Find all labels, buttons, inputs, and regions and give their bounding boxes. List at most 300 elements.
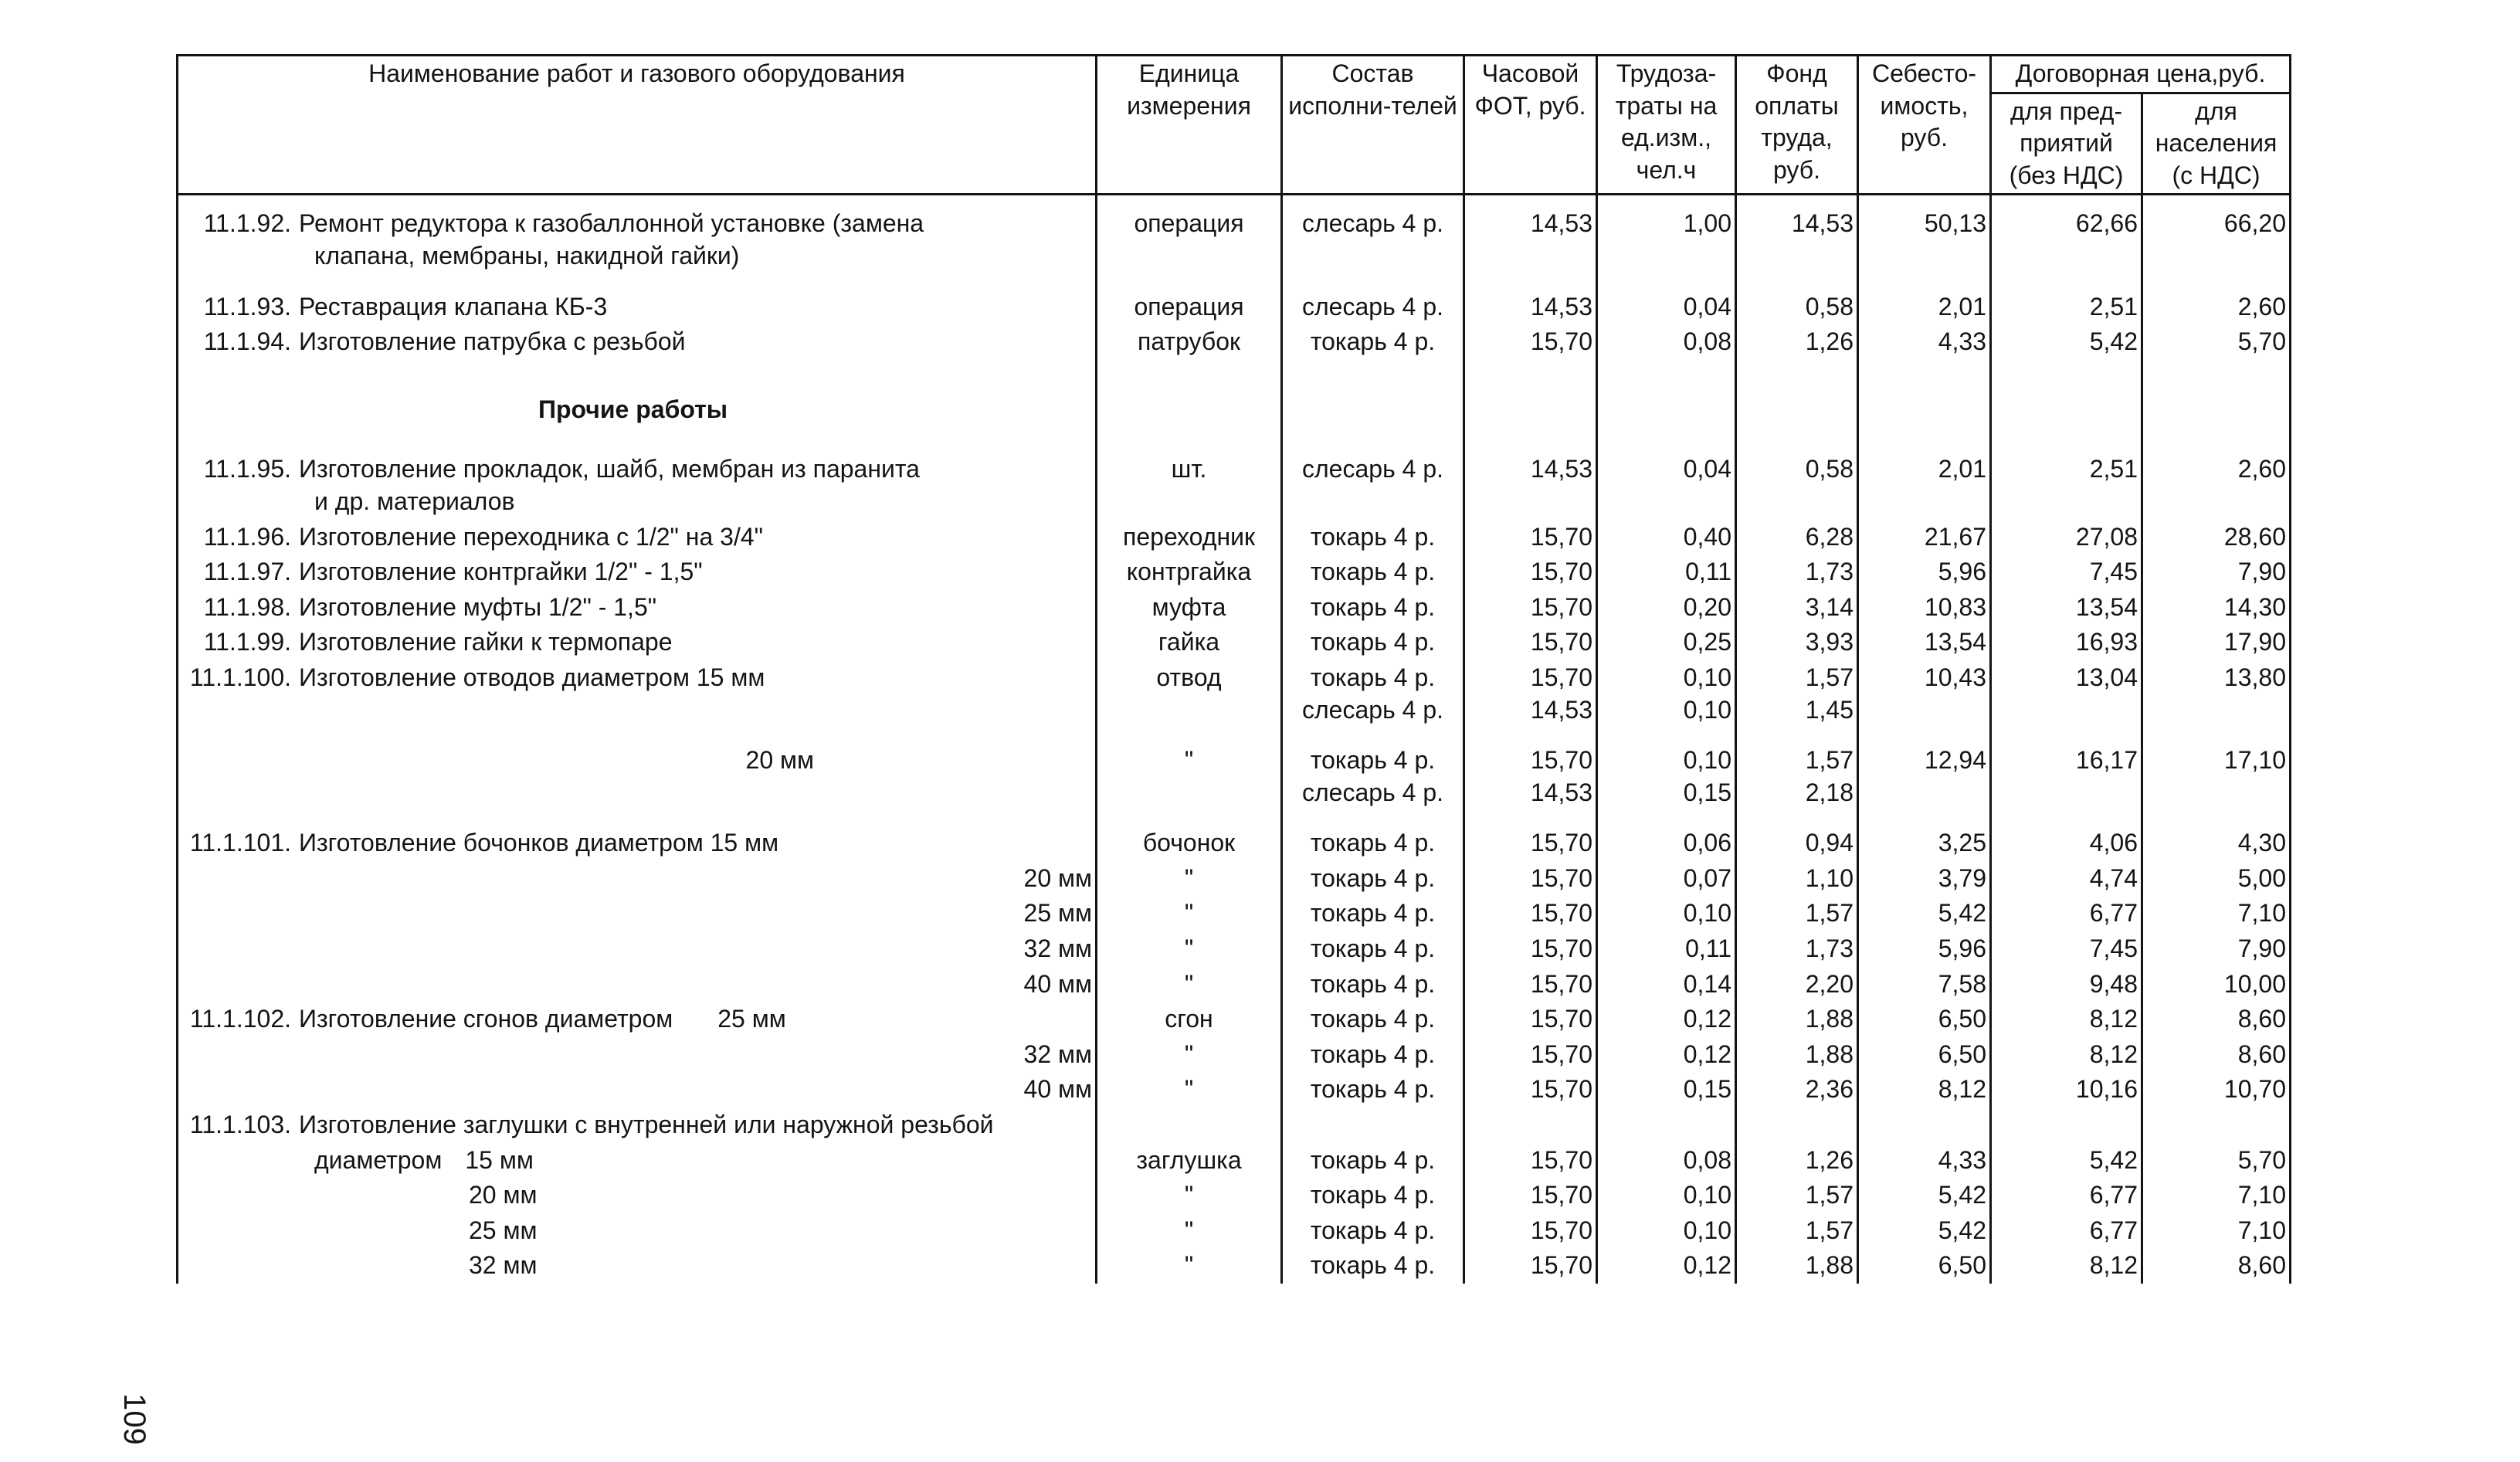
fund-value: 1,45 [1805,695,1854,724]
table-row [178,1178,2291,1213]
p2-cell [2142,728,2291,810]
unit-cell: " [1097,1213,1282,1249]
p1-value: 13,54 [2075,592,2138,621]
labor-cell [1597,1037,1736,1073]
cost-value: 3,25 [1938,829,1986,857]
fund-cell [1736,625,1858,660]
cost-value: 12,94 [1924,746,1986,775]
labor-cell [1597,1213,1736,1249]
p2-value: 4,30 [2237,829,2286,857]
unit-cell: " [1097,931,1282,967]
p2-cell [2142,1002,2291,1037]
cost-value: 5,42 [1938,899,1986,928]
labor-value: 0,11 [1685,935,1731,963]
p2-cell [2142,861,2291,897]
fund-cell [1736,660,1858,728]
rate-cell [1464,1072,1597,1108]
unit-cell: гайка [1097,625,1282,660]
fund-cell [1736,896,1858,931]
team-cell [1282,274,1464,325]
rate-value: 15,70 [1530,1040,1592,1068]
p1-cell [1991,1002,2142,1037]
labor-value: 1,00 [1683,209,1731,238]
table-row [178,660,2291,728]
team-value: токарь 4 р. [1310,746,1436,775]
empty-cell [1858,360,1991,453]
p2-cell [2142,810,2291,861]
diameter-size: 40 мм [1023,969,1092,998]
rate-value: 14,53 [1530,292,1592,321]
p1-cell [1991,625,2142,660]
team-value: токарь 4 р. [1310,558,1436,586]
cost-cell [1858,520,1991,555]
table-row [178,274,2291,325]
p2-cell [2142,1178,2291,1213]
labor-cell [1597,896,1736,931]
work-description: Изготовление сгонов диаметром [299,1005,673,1033]
diameter-size: 20 мм [745,746,814,775]
unit-cell: " [1097,728,1282,810]
p1-cell [1991,1213,2142,1249]
p2-value: 5,70 [2237,1145,2286,1174]
table-row [178,728,2291,810]
fund-cell [1736,1213,1858,1249]
labor-cell [1597,810,1736,861]
rate-value: 14,53 [1530,778,1592,806]
labor-cell [1597,625,1736,660]
fund-value: 1,57 [1805,1216,1854,1244]
cost-cell [1858,1178,1991,1213]
p1-value: 5,42 [2089,1145,2138,1174]
team-value: токарь 4 р. [1310,1040,1436,1068]
rate-value: 14,53 [1530,209,1592,238]
fund-value: 1,73 [1805,935,1854,963]
diameter-size: 40 мм [1023,1075,1092,1104]
p1-value: 8,12 [2089,1040,2138,1068]
p2-value: 8,60 [2237,1040,2286,1068]
cost-value: 5,42 [1938,1181,1986,1209]
labor-value: 0,08 [1683,327,1731,356]
header-cost: Себесто-имость, руб. [1858,56,1991,195]
header-row-1 [178,56,2291,93]
page-number: 109 [117,1393,151,1445]
labor-value: 0,10 [1683,1216,1731,1244]
p1-cell [1991,195,2142,274]
p2-value: 2,60 [2237,292,2286,321]
rate-cell [1464,1037,1597,1073]
p2-value: 17,90 [2223,628,2286,656]
price-table [176,54,2291,1284]
table-row [178,1143,2291,1179]
p2-value: 7,10 [2237,1181,2286,1209]
p2-cell [2142,590,2291,626]
rate-value: 15,70 [1530,1216,1592,1244]
team-value: слесарь 4 р. [1302,209,1443,238]
cost-value: 6,50 [1938,1040,1986,1068]
fund-cell [1736,195,1858,274]
work-description: Изготовление прокладок, шайб, мембран из паранита [299,455,920,483]
p1-cell [1991,931,2142,967]
rate-cell [1464,1002,1597,1037]
diameter-size-cell [178,931,1097,967]
p2-cell [2142,1143,2291,1179]
fund-cell [1736,1248,1858,1284]
team-value: токарь 4 р. [1310,1075,1436,1104]
work-code: 11.1.102. [189,1005,291,1033]
rate-value: 15,70 [1530,522,1592,551]
rate-value: 15,70 [1530,829,1592,857]
labor-value: 0,10 [1683,663,1731,691]
cost-cell [1858,931,1991,967]
diameter-size: 25 мм [717,1005,786,1033]
fund-value: 1,57 [1805,1181,1854,1209]
work-description: Изготовление патрубка с резьбой [299,327,686,356]
p2-value: 10,70 [2223,1075,2286,1104]
p2-cell [2142,967,2291,1002]
p1-cell [1991,324,2142,360]
cost-value: 6,50 [1938,1005,1986,1033]
p1-cell [1991,520,2142,555]
unit-cell: " [1097,1248,1282,1284]
fund-value: 1,88 [1805,1005,1854,1033]
fund-cell [1736,590,1858,626]
rate-value: 15,70 [1530,1181,1592,1209]
p2-value: 14,30 [2223,592,2286,621]
team-value: токарь 4 р. [1310,935,1436,963]
labor-value: 0,04 [1683,455,1731,483]
cost-cell [1858,625,1991,660]
team-value: токарь 4 р. [1310,1216,1436,1244]
fund-value: 0,94 [1805,829,1854,857]
empty-cell [1097,360,1282,453]
labor-cell [1597,1178,1736,1213]
rate-cell [1464,1213,1597,1249]
unit-cell: " [1097,896,1282,931]
cost-cell [1858,1072,1991,1108]
team-cell [1282,452,1464,519]
labor-cell [1597,195,1736,274]
team-value: слесарь 4 р. [1302,778,1443,806]
fund-cell [1736,810,1858,861]
work-code: 11.1.98. [203,592,291,621]
rate-value: 15,70 [1530,1251,1592,1280]
p2-value: 8,60 [2237,1251,2286,1280]
p1-value: 62,66 [2075,209,2138,238]
cost-cell [1858,195,1991,274]
cost-cell [1858,452,1991,519]
cost-value: 5,42 [1938,1216,1986,1244]
rate-value: 15,70 [1530,327,1592,356]
rate-value: 15,70 [1530,558,1592,586]
table-row [178,1108,2291,1143]
team-cell [1282,967,1464,1002]
rate-cell [1464,931,1597,967]
cost-value: 2,01 [1938,455,1986,483]
fund-value: 14,53 [1791,209,1854,238]
table-row [178,452,2291,519]
rate-value: 15,70 [1530,935,1592,963]
unit-cell: " [1097,861,1282,897]
p2-value: 8,60 [2237,1005,2286,1033]
team-cell [1282,1178,1464,1213]
unit-cell: бочонок [1097,810,1282,861]
diameter-size-cell [178,728,1097,810]
rate-cell [1464,590,1597,626]
p1-value: 2,51 [2089,455,2138,483]
cost-cell [1858,1213,1991,1249]
team-cell [1282,1108,1464,1143]
empty-cell [1991,360,2142,453]
labor-value: 0,10 [1683,695,1731,724]
table-row [178,195,2291,274]
cost-cell [1858,590,1991,626]
cost-cell [1858,660,1991,728]
labor-value: 0,10 [1683,746,1731,775]
cost-value: 8,12 [1938,1075,1986,1104]
team-cell [1282,861,1464,897]
team-cell [1282,896,1464,931]
p2-cell [2142,1072,2291,1108]
diameter-size-cell [178,1037,1097,1073]
p1-value: 6,77 [2089,1181,2138,1209]
p1-cell [1991,660,2142,728]
rate-value: 15,70 [1530,969,1592,998]
diameter-size: 32 мм [1023,1040,1092,1068]
rate-cell [1464,555,1597,590]
p1-cell [1991,1248,2142,1284]
team-value: слесарь 4 р. [1302,695,1443,724]
labor-value: 0,10 [1683,1181,1731,1209]
p1-value: 9,48 [2089,969,2138,998]
team-cell [1282,810,1464,861]
fund-value: 3,14 [1805,592,1854,621]
fund-cell [1736,1002,1858,1037]
work-code: 11.1.96. [203,522,291,551]
labor-cell [1597,660,1736,728]
p1-cell [1991,1037,2142,1073]
header-team: Состав исполни-телей [1282,56,1464,195]
team-cell [1282,931,1464,967]
work-code: 11.1.94. [203,327,291,356]
fund-value: 3,93 [1805,628,1854,656]
rate-cell [1464,520,1597,555]
team-value: токарь 4 р. [1310,829,1436,857]
fund-cell [1736,1178,1858,1213]
labor-value: 0,10 [1683,899,1731,928]
team-cell [1282,1037,1464,1073]
diameter-size-cell [178,967,1097,1002]
table-row [178,625,2291,660]
p2-cell [2142,1108,2291,1143]
header-name: Наименование работ и газового оборудования [178,56,1097,195]
team-cell [1282,1213,1464,1249]
fund-value: 1,57 [1805,899,1854,928]
cost-value: 3,79 [1938,863,1986,892]
labor-value: 0,15 [1683,1075,1731,1104]
labor-cell [1597,728,1736,810]
unit-cell: патрубок [1097,324,1282,360]
rate-cell [1464,274,1597,325]
p1-cell [1991,967,2142,1002]
p2-value: 28,60 [2223,522,2286,551]
cost-value: 4,33 [1938,327,1986,356]
diameter-size: 32 мм [1023,935,1092,963]
cost-value: 10,43 [1924,663,1986,691]
labor-cell [1597,274,1736,325]
labor-value: 0,11 [1685,558,1731,586]
table-row [178,324,2291,360]
rate-value: 14,53 [1530,695,1592,724]
work-description: Реставрация клапана КБ-3 [299,292,608,321]
labor-cell [1597,1143,1736,1179]
fund-value: 1,57 [1805,746,1854,775]
rate-cell [1464,195,1597,274]
labor-value: 0,12 [1683,1040,1731,1068]
work-code: 11.1.103. [189,1111,291,1139]
cost-value: 2,01 [1938,292,1986,321]
team-cell [1282,1248,1464,1284]
p1-cell [1991,1108,2142,1143]
cost-value: 13,54 [1924,628,1986,656]
work-code: 11.1.101. [189,829,291,857]
p1-cell [1991,274,2142,325]
rate-cell [1464,810,1597,861]
work-code: 11.1.95. [203,455,291,483]
rate-value: 15,70 [1530,899,1592,928]
empty-cell [1282,360,1464,453]
header-unit: Единица измерения [1097,56,1282,195]
p1-value: 4,74 [2089,863,2138,892]
team-value: токарь 4 р. [1310,863,1436,892]
labor-cell [1597,1072,1736,1108]
p1-cell [1991,452,2142,519]
table-row [178,590,2291,626]
p1-cell [1991,810,2142,861]
p1-cell [1991,590,2142,626]
unit-cell: отвод [1097,660,1282,728]
labor-value: 0,07 [1683,863,1731,892]
table-row [178,1002,2291,1037]
labor-cell [1597,520,1736,555]
p2-value: 7,10 [2237,1216,2286,1244]
labor-cell [1597,590,1736,626]
team-cell [1282,1072,1464,1108]
fund-cell [1736,520,1858,555]
cost-cell [1858,861,1991,897]
unit-cell: сгон [1097,1002,1282,1037]
table-body [178,195,2291,1284]
header-fund: Фонд оплаты труда, руб. [1736,56,1858,195]
unit-cell: операция [1097,274,1282,325]
rate-cell [1464,452,1597,519]
rate-value: 15,70 [1530,1075,1592,1104]
unit-cell: операция [1097,195,1282,274]
work-name [178,324,1097,360]
p1-cell [1991,1178,2142,1213]
labor-cell [1597,1248,1736,1284]
labor-cell [1597,861,1736,897]
table-row [178,967,2291,1002]
cost-cell [1858,1143,1991,1179]
team-value: слесарь 4 р. [1302,455,1443,483]
work-name [178,590,1097,626]
header-price-enterprise: для пред-приятий (без НДС) [1991,93,2142,195]
section-cell [178,360,1097,453]
p2-cell [2142,324,2291,360]
rate-value: 14,53 [1530,455,1592,483]
cost-value: 5,96 [1938,935,1986,963]
diameter-size-cell [178,1178,1097,1213]
diameter-size-cell [178,896,1097,931]
p1-value: 6,77 [2089,1216,2138,1244]
work-name [178,274,1097,325]
section-title: Прочие работы [538,395,728,423]
unit-cell: " [1097,1037,1282,1073]
unit-cell: муфта [1097,590,1282,626]
work-code: 11.1.93. [203,292,291,321]
rate-cell [1464,1248,1597,1284]
team-cell [1282,1143,1464,1179]
work-description: Изготовление отводов диаметром 15 мм [299,663,765,691]
team-cell [1282,728,1464,810]
p1-cell [1991,1143,2142,1179]
labor-value: 0,25 [1683,628,1731,656]
labor-value: 0,12 [1683,1005,1731,1033]
section-row [178,360,2291,453]
labor-cell [1597,967,1736,1002]
work-code: 11.1.92. [203,209,291,238]
cost-cell [1858,896,1991,931]
rate-value: 15,70 [1530,592,1592,621]
team-cell [1282,324,1464,360]
diameter-size: 25 мм [1023,899,1092,928]
unit-cell: " [1097,1178,1282,1213]
cost-cell [1858,324,1991,360]
work-name [178,195,1097,274]
cost-cell [1858,1248,1991,1284]
labor-cell [1597,1108,1736,1143]
p2-value: 7,10 [2237,899,2286,928]
cost-value: 7,58 [1938,969,1986,998]
p2-value: 7,90 [2237,558,2286,586]
rate-cell [1464,728,1597,810]
fund-cell [1736,324,1858,360]
labor-value: 0,15 [1683,778,1731,806]
work-name [178,1108,1097,1143]
unit-cell: " [1097,967,1282,1002]
p1-value: 7,45 [2089,935,2138,963]
labor-value: 0,40 [1683,522,1731,551]
table-row [178,810,2291,861]
fund-value: 2,20 [1805,969,1854,998]
rate-value: 15,70 [1530,1005,1592,1033]
fund-value: 2,18 [1805,778,1854,806]
p1-value: 2,51 [2089,292,2138,321]
p1-value: 5,42 [2089,327,2138,356]
labor-value: 0,08 [1683,1145,1731,1174]
cost-cell [1858,810,1991,861]
table-row [178,1248,2291,1284]
table-row [178,896,2291,931]
p2-cell [2142,1213,2291,1249]
work-description: Изготовление бочонков диаметром 15 мм [299,829,779,857]
diameter-size: 25 мм [469,1216,538,1244]
p2-cell [2142,660,2291,728]
fund-cell [1736,1108,1858,1143]
rate-value: 15,70 [1530,863,1592,892]
cost-value: 6,50 [1938,1251,1986,1280]
p2-cell [2142,195,2291,274]
